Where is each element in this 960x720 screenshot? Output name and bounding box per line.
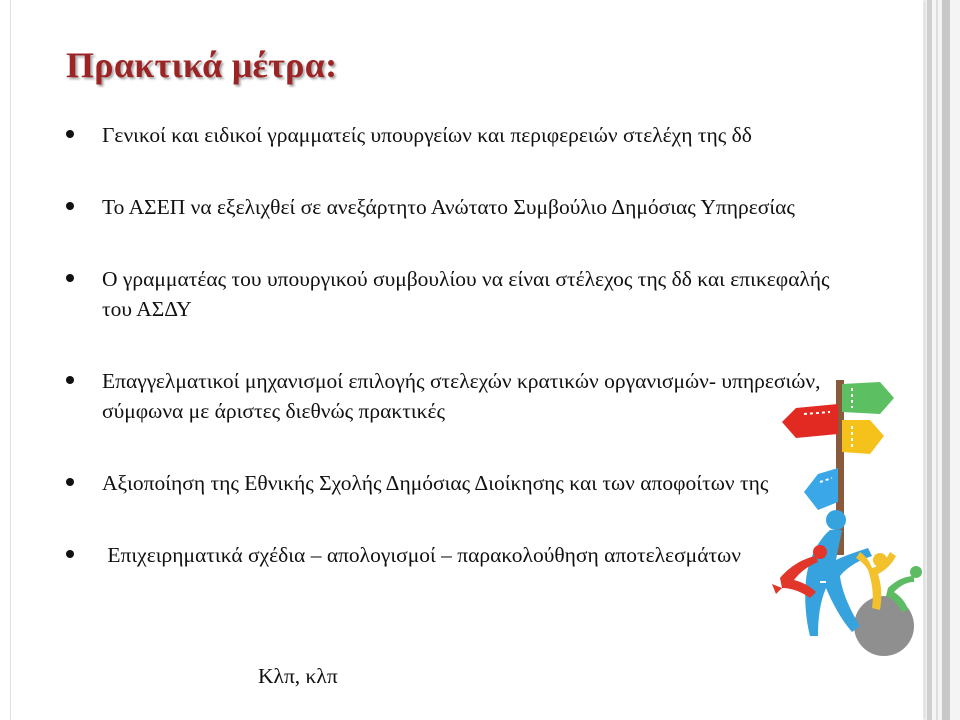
bullet-text: Το ΑΣΕΠ να εξελιχθεί σε ανεξάρτητο Ανώτατο Συμβούλιο Δημόσιας Υπηρεσίας <box>102 195 795 219</box>
margin-stripe <box>942 0 950 720</box>
sign-blue <box>804 468 838 510</box>
signpost-people-icon <box>760 370 940 670</box>
bullet-item <box>64 540 854 570</box>
bullet-text: Αξιοποίηση της Εθνικής Σχολής Δημόσιας Διοίκησης και των αποφοίτων της <box>102 471 769 495</box>
bullet-dot-icon <box>66 376 74 384</box>
bullet-item <box>64 192 854 222</box>
bullet-dot-icon <box>66 478 74 486</box>
etc-text: Κλπ, κλπ <box>258 664 338 688</box>
bullet-item <box>64 120 854 150</box>
bullet-text: Επιχειρηματικά σχέδια – απολογισμοί – παρακολούθηση αποτελεσμάτων <box>102 543 741 567</box>
bullet-list <box>64 120 854 612</box>
bullet-dot-icon <box>66 274 74 282</box>
bullet-text: Ο γραμματέας του υπουργικού συμβουλίου να είναι στέλεχος της δδ και επικεφαλής του ΑΣΔΥ <box>102 267 830 321</box>
bullet-item <box>64 468 854 498</box>
sign-yellow <box>842 420 884 454</box>
bullet-dot-icon <box>66 202 74 210</box>
bullet-item <box>64 366 854 426</box>
bullet-item <box>64 264 854 324</box>
sign-green <box>842 382 894 414</box>
bullet-text: Γενικοί και ειδικοί γραμματείς υπουργείων και περιφερειών στελέχη της δδ <box>102 123 752 147</box>
bullet-dot-icon <box>66 130 74 138</box>
slide-title: Πρακτικά μέτρα: <box>66 45 338 85</box>
bullet-text: Επαγγελματικοί μηχανισμοί επιλογής στελεχών κρατικών οργανισμών- υπηρεσιών, σύμφωνα με άριστες διεθνώς πρακτικές <box>102 369 821 423</box>
bullet-dot-icon <box>66 550 74 558</box>
sign-red <box>782 404 838 438</box>
